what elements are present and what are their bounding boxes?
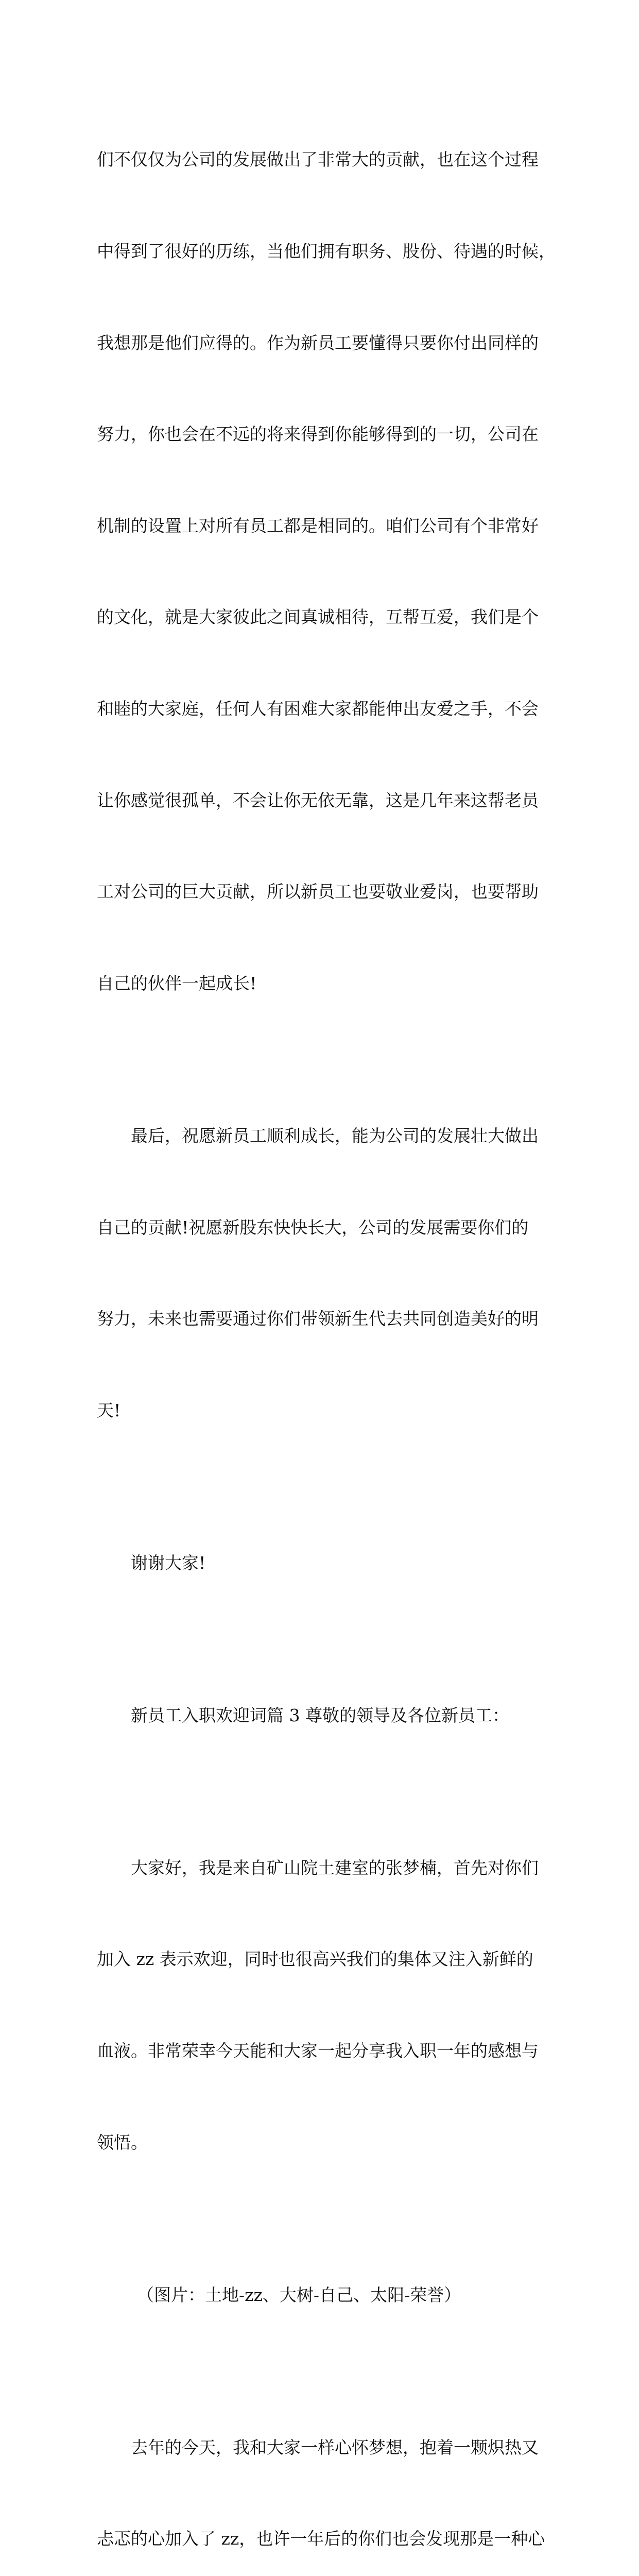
text-line: 努力，你也会在不远的将来得到你能够得到的一切，公司在 [97,424,539,445]
text-line: 加入 zz 表示欢迎，同时也很高兴我们的集体又注入新鲜的 [97,1949,533,1970]
text-line: 中得到了很好的历练，当他们拥有职务、股份、待遇的时候， [97,241,556,262]
text-line: （图片：土地-zz、大树-自己、太阳-荣誉） [137,2284,461,2305]
paragraph-4 [97,1639,550,1791]
document-body [97,83,556,2576]
paragraph-2 [97,1060,550,1487]
text-line: 们不仅仅为公司的发展做出了非常大的贡献，也在这个过程 [97,149,539,170]
text-line: 忐忑的心加入了 zz，也许一年后的你们也会发现那是一种心 [97,2529,545,2549]
text-line: 大家好，我是来自矿山院土建室的张梦楠，首先对你们 [131,1857,539,1878]
text-line: 工对公司的巨大贡献，所以新员工也要敬业爱岗，也要帮助 [97,882,539,902]
text-line: 最后，祝愿新员工顺利成长，能为公司的发展壮大做出 [131,1125,539,1146]
paragraph-1 [97,83,556,1060]
text-line: 新员工入职欢迎词篇 3 尊敬的领导及各位新员工： [131,1705,509,1725]
text-line: 天! [97,1400,121,1420]
text-line: 谢谢大家! [131,1552,206,1573]
text-line: 去年的今天，我和大家一样心怀梦想，抱着一颗炽热又 [131,2437,539,2458]
paragraph-7 [97,2371,550,2576]
paragraph-3 [97,1486,550,1639]
paragraph-5 [97,1791,550,2218]
text-line: 血液。非常荣幸今天能和大家一起分享我入职一年的感想与 [97,2041,539,2061]
text-line: 自己的贡献!祝愿新股东快快长大，公司的发展需要你们的 [97,1217,529,1238]
text-line: 让你感觉很孤单，不会让你无依无靠，这是几年来这帮老员 [97,790,539,810]
text-line: 努力，未来也需要通过你们带领新生代去共同创造美好的明 [97,1309,539,1329]
text-line: 自己的伙伴一起成长! [97,973,257,993]
text-line: 和睦的大家庭，任何人有困难大家都能伸出友爱之手，不会 [97,699,539,719]
text-line: 我想那是他们应得的。作为新员工要懂得只要你付出同样的 [97,332,539,353]
text-line: 机制的设置上对所有员工都是相同的。咱们公司有个非常好 [97,515,539,536]
text-line: 的文化，就是大家彼此之间真诚相待，互帮互爱，我们是个 [97,607,539,628]
text-line: 领悟。 [97,2132,148,2153]
paragraph-6 [97,2218,550,2371]
